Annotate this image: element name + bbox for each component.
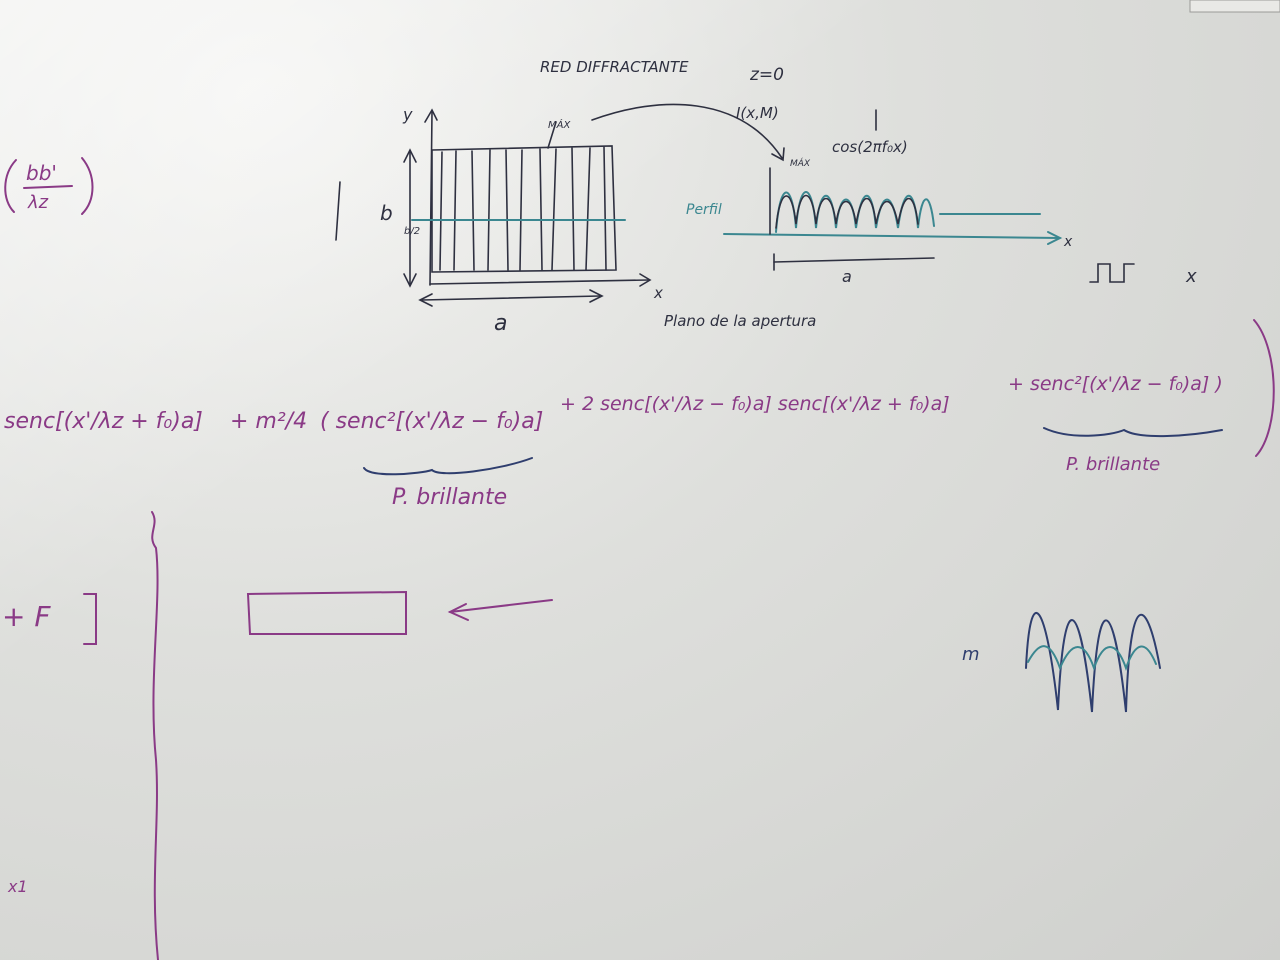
max-label-profile: MÁX — [790, 159, 811, 169]
perfil-label: Perfil — [686, 202, 722, 218]
eq-term-2: + m²/4 — [230, 409, 308, 434]
m-label: m — [962, 644, 980, 665]
profile-x-label: x — [1064, 234, 1073, 250]
x-axis-label: x — [654, 284, 663, 302]
aperture-plane-label: Plano de la apertura — [664, 312, 817, 330]
y-axis-label: y — [403, 105, 413, 124]
eq-term-5: + senc²[(x'/λz − f₀)a] ) — [1008, 373, 1223, 395]
cos-label: cos(2πf₀x) — [832, 138, 908, 156]
profile-a-label: a — [842, 267, 852, 286]
brillante-label-1: P. brillante — [392, 485, 508, 510]
b-half-label: b/2 — [404, 226, 421, 237]
brillante-label-2: P. brillante — [1066, 454, 1161, 475]
board-frame-corner — [1190, 0, 1280, 12]
intensity-label: I(x,M) — [736, 104, 779, 122]
z-label: z=0 — [750, 65, 784, 85]
eq-term-4: + 2 senc[(x'/λz − f₀)a] senc[(x'/λz + f₀)a] — [560, 393, 950, 415]
plus-f: + F — [2, 600, 51, 633]
diagram-title: RED DIFFRACTANTE — [540, 58, 689, 76]
square-wave-x: x — [1186, 266, 1197, 287]
a-label: a — [494, 311, 508, 336]
eq-term-3: ( senc²[(x'/λz − f₀)a] — [320, 409, 544, 434]
eq-term-1: senc[(x'/λz + f₀)a] — [4, 409, 203, 434]
bb-denominator: λz — [28, 192, 49, 213]
max-label-grating: MÁX — [548, 120, 571, 131]
bb-numerator: bb' — [26, 161, 57, 185]
x1-fragment: x1 — [8, 877, 28, 896]
b-label: b — [380, 201, 393, 225]
